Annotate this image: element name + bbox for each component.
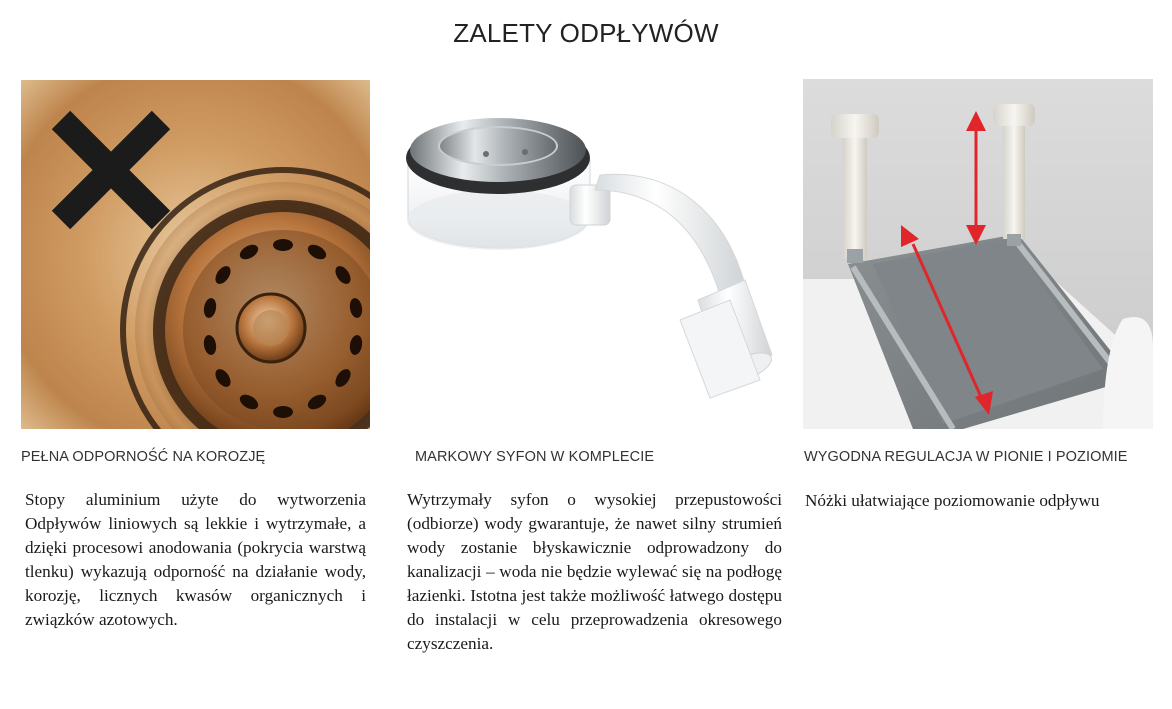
- feature-heading: PEŁNA ODPORNOŚĆ NA KOROZJĘ: [21, 449, 266, 465]
- feature-description: Nóżki ułatwiające poziomowanie odpływu: [805, 491, 1100, 510]
- corrosion-image: [21, 80, 370, 429]
- page-title: ZALETY ODPŁYWÓW: [453, 18, 719, 48]
- feature-heading: MARKOWY SYFON W KOMPLECIE: [415, 449, 655, 465]
- siphon-image: [400, 80, 782, 429]
- feature-description: Wytrzymały syfon o wysokiej przepustowości (odbiorze) wody gwarantuje, że nawet silny strumień wody zostanie błyskawicznie odprowadzony do kanalizacji – woda nie będzie wylewać się na podłogę łazienki. Istotna jest także możliwość łatwego dostępu do instalacji w celu przeprowadzenia okresowego czyszczenia.: [407, 490, 782, 653]
- adjustment-image: [803, 79, 1153, 429]
- feature-description: Stopy aluminium użyte do wytworzenia Odpływów liniowych są lekkie i wytrzymałe, a dzięki procesowi anodowania (pokrycia warstwą tlenku) wykazują odporność na działanie wody, korozję, licznych kwasów organicznych i związków azotowych.: [25, 490, 366, 629]
- feature-heading: WYGODNA REGULACJA W PIONIE I POZIOMIE: [804, 449, 1128, 465]
